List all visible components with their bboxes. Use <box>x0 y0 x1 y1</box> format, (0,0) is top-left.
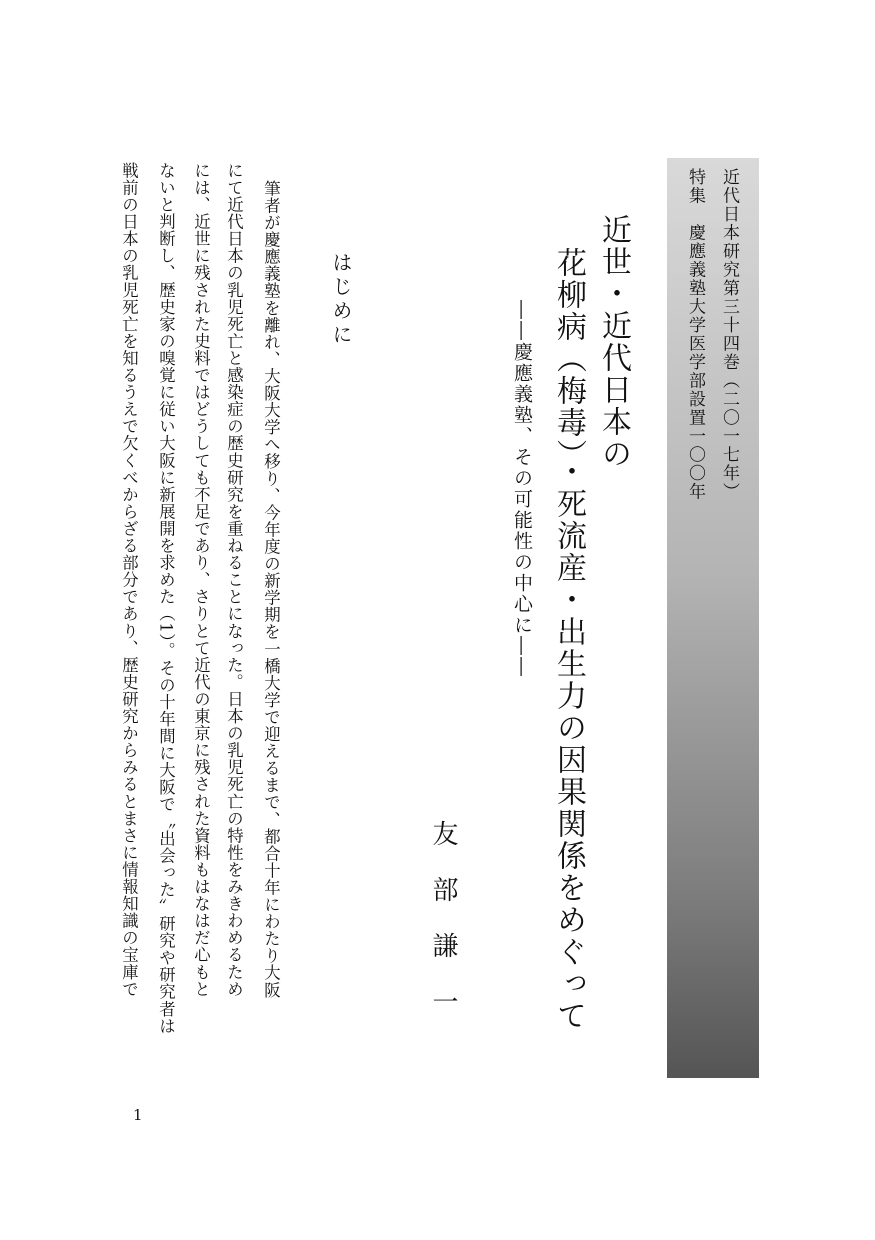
body-column: にて近代日本の乳児死亡と感染症の歴史研究を重ねることになった。日本の乳児死亡の特性をみきわめるため <box>224 162 244 998</box>
header-band <box>667 158 759 1078</box>
body-column: ないと判断し、歴史家の嗅覚に従い大阪に新展開を求めた（1）。その十年間に大阪で〝出会った〟研究や研究者は <box>156 162 176 1035</box>
body-column: には、近世に残された史料ではどうしても不足であり、さりとて近代の東京に残された資料もはなはだ心もと <box>191 162 211 998</box>
article-title-line2: 花柳病（梅毒）・死流産・出生力の因果関係をめぐって <box>551 247 586 1032</box>
page-number: 1 <box>133 1106 143 1124</box>
body-column: 戦前の日本の乳児死亡を知るうえで欠くべからざる部分であり、歴史研究からみるとまさに情報知識の宝庫で <box>119 162 139 998</box>
special-feature-label: 特集 慶應義塾大学医学部設置一〇〇年 <box>685 168 705 501</box>
article-subtitle: ――慶應義塾、その可能性の中心に―― <box>511 300 533 678</box>
journal-volume: 近代日本研究第三十四巻（二〇一七年） <box>719 168 739 501</box>
author-name: 友部謙一 <box>428 820 458 1044</box>
section-heading: はじめに <box>329 252 353 348</box>
body-column: 筆者が慶應義塾を離れ、大阪大学へ移り、今年度の新学期を一橋大学で迎えるまで、都合十年にわたり大阪 <box>261 180 281 999</box>
article-title-line1: 近世・近代日本の <box>596 214 631 470</box>
